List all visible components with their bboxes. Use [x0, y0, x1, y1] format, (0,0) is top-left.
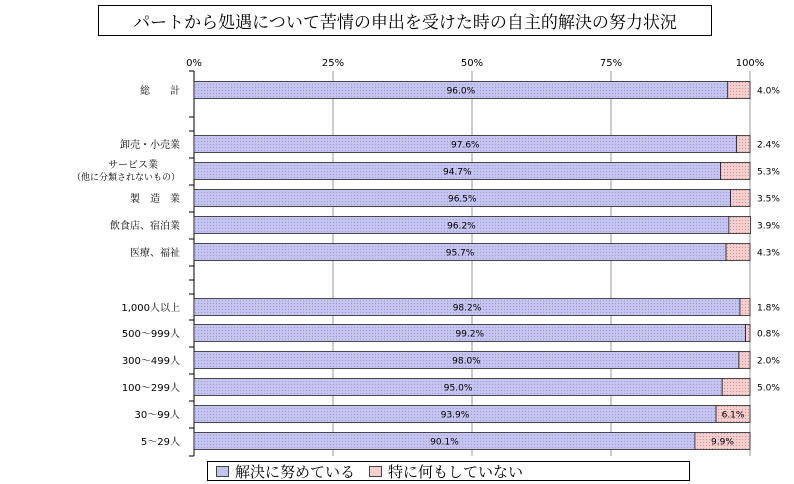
- data-label-effort: 96.2%: [447, 221, 476, 232]
- data-label-nothing: 3.5%: [757, 194, 780, 205]
- legend-item-effort: [216, 461, 355, 482]
- chart-title: パートから処遇について苦情の申出を受けた時の自主的解決の努力状況: [133, 13, 677, 33]
- legend-item-nothing: [369, 461, 523, 482]
- data-label-effort: 95.0%: [443, 383, 473, 394]
- data-label-nothing: 3.9%: [757, 221, 780, 232]
- data-label-nothing: 2.4%: [757, 140, 780, 151]
- data-label-effort: 96.5%: [447, 194, 477, 205]
- category-label: 100～299人: [121, 383, 180, 394]
- bar-nothing: [722, 379, 750, 396]
- category-label: サービス業: [108, 160, 158, 171]
- data-label-effort: 94.7%: [442, 167, 472, 178]
- data-label-effort: 98.2%: [452, 303, 482, 314]
- x-tick-label: 25%: [321, 58, 345, 69]
- data-label-effort: 99.2%: [455, 329, 485, 340]
- legend: [207, 461, 690, 481]
- data-label-nothing: 4.3%: [757, 248, 780, 259]
- data-label-effort: 96.0%: [446, 86, 476, 97]
- data-label-nothing: 2.0%: [757, 356, 780, 367]
- category-label: 卸売・小売業: [120, 140, 180, 151]
- data-label-effort: 95.7%: [445, 248, 475, 259]
- category-label: 500～999人: [121, 329, 180, 340]
- category-label: 300～499人: [121, 356, 180, 367]
- category-label: 医療、福祉: [130, 248, 180, 259]
- data-label-effort: 93.9%: [440, 410, 470, 421]
- legend-label-nothing: 特に何もしていない: [388, 462, 524, 481]
- data-label-nothing: 5.3%: [757, 167, 780, 178]
- bar-nothing: [740, 299, 750, 316]
- bar-nothing: [731, 190, 750, 207]
- data-label-nothing: 5.0%: [757, 383, 780, 394]
- data-label-effort: 90.1%: [430, 437, 459, 448]
- category-label: 総 計: [140, 86, 180, 97]
- bar-nothing: [746, 325, 750, 342]
- data-label-nothing: 0.8%: [757, 329, 780, 340]
- grid-lines: [194, 71, 750, 456]
- legend-label-effort: 解決に努めている: [235, 462, 356, 481]
- chart-title-box: [98, 5, 712, 36]
- bar-nothing: [721, 163, 750, 180]
- category-label: 飲食店、宿泊業: [110, 221, 180, 232]
- legend-swatch-nothing: [369, 466, 382, 477]
- category-label: 1,000人以上: [121, 303, 180, 314]
- data-label-nothing: 4.0%: [757, 86, 780, 97]
- bar-nothing: [737, 136, 750, 153]
- bar-nothing: [726, 244, 750, 261]
- category-label: 30～99人: [134, 410, 180, 421]
- x-tick-label: 50%: [460, 58, 484, 69]
- data-label-nothing: 6.1%: [721, 410, 745, 421]
- category-label: 製 造 業: [130, 194, 180, 205]
- bar-nothing: [728, 82, 750, 99]
- data-label-effort: 97.6%: [451, 140, 480, 151]
- bar-nothing: [729, 217, 751, 234]
- category-label: 5～29人: [140, 437, 180, 448]
- x-tick-label: 100%: [735, 58, 765, 69]
- legend-swatch-effort: [216, 466, 229, 477]
- bar-nothing: [739, 352, 750, 369]
- category-sublabel: （他に分類されないもの）: [71, 173, 180, 183]
- data-label-nothing: 1.8%: [757, 303, 780, 314]
- data-label-effort: 98.0%: [452, 356, 481, 367]
- x-tick-label: 0%: [186, 58, 202, 69]
- x-tick-label: 75%: [599, 58, 623, 69]
- data-label-nothing: 9.9%: [711, 437, 734, 448]
